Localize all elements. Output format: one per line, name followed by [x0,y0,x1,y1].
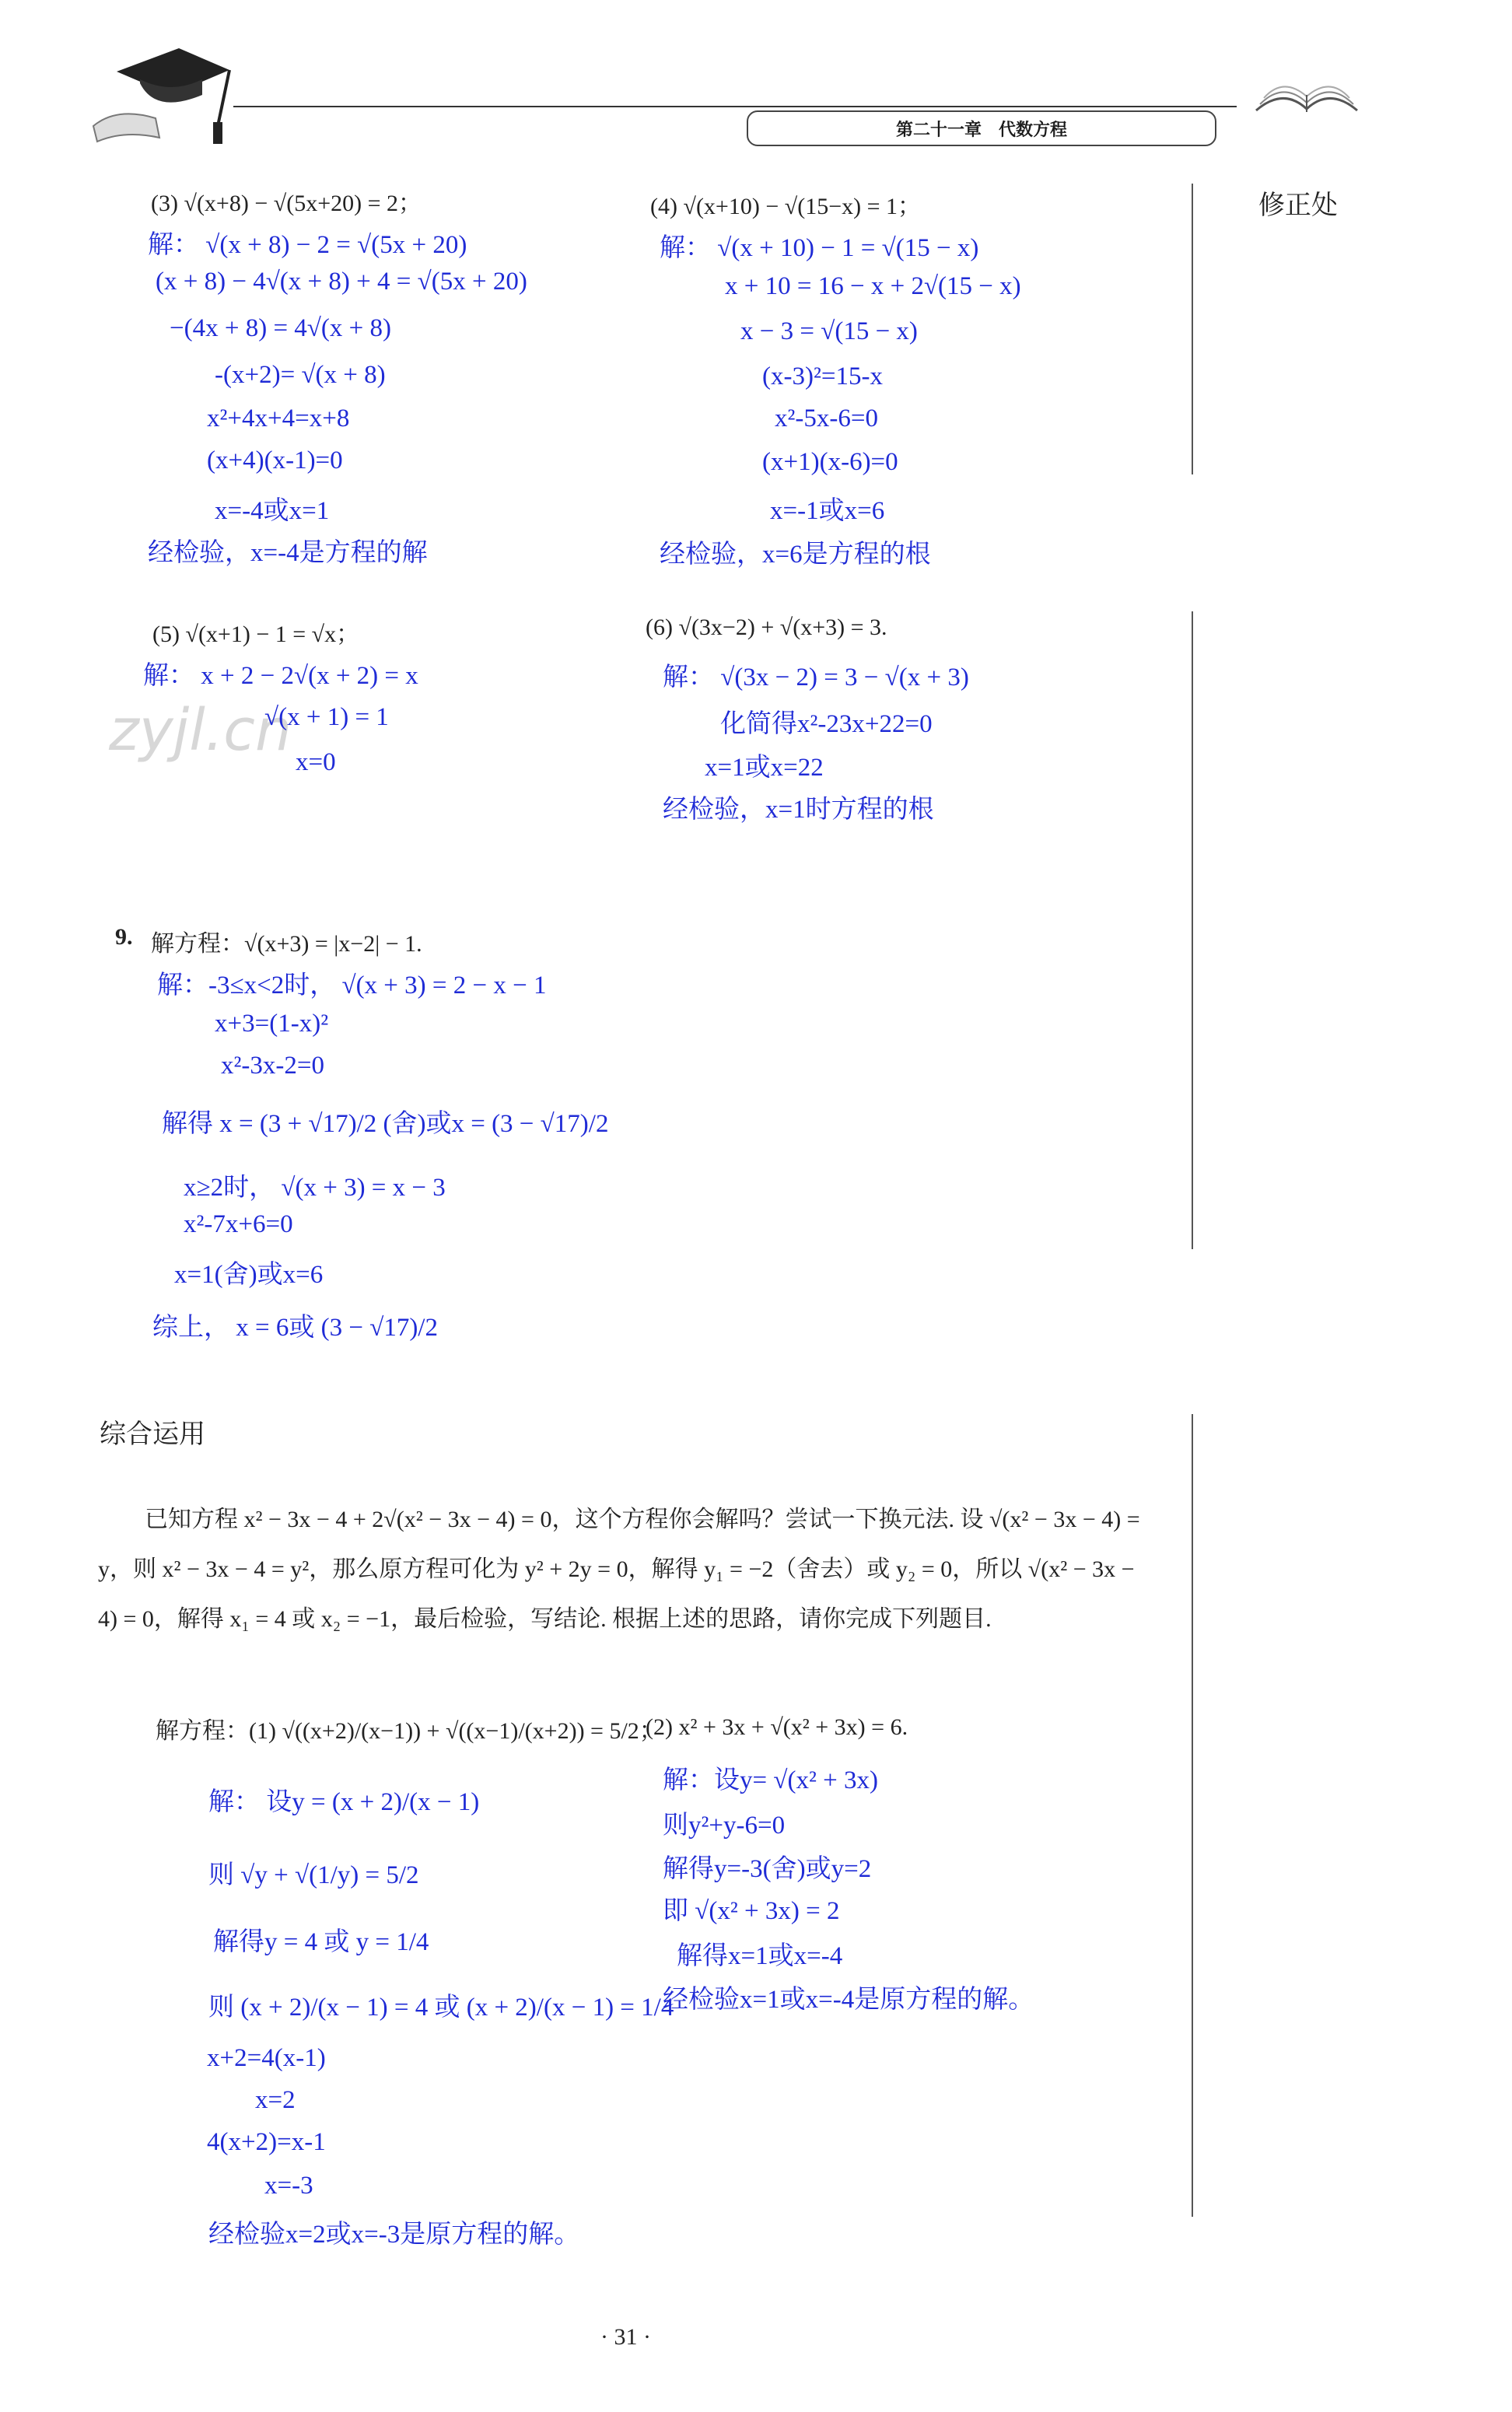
conclusion: 综上， x = 6或 (3 − √17)/2 [152,1314,438,1342]
solution-line: x²-5x-6=0 [775,404,878,432]
margin-rule-1 [1192,184,1193,474]
solution-line: x − 3 = √(15 − x) [740,317,918,345]
solution-line: -(x+2)= √(x + 8) [215,361,386,389]
open-book-icon [1252,72,1361,118]
solution-line: x=0 [296,748,336,776]
section-title: 综合运用 [100,1419,205,1450]
solution-line: x=1(舍)或x=6 [174,1261,324,1289]
solution-line: x+2=4(x-1) [207,2044,326,2072]
header-rule [233,106,1237,107]
solution-line: 解： √(3x − 2) = 3 − √(x + 3) [663,663,969,691]
conclusion: 经检验x=2或x=-3是原方程的解。 [208,2221,580,2249]
solution-line: 即 √(x² + 3x) = 2 [663,1897,840,1925]
correction-label: 修正处 [1258,190,1338,221]
solution-line: 解： √(x + 10) − 1 = √(15 − x) [660,234,979,262]
solution-line: (x+1)(x-6)=0 [762,448,898,476]
solution-line: x=-4或x=1 [215,497,330,525]
solution-line: 解： x + 2 − 2√(x + 2) = x [143,662,418,690]
margin-rule-2 [1192,611,1193,1249]
watermark: zyjl.cn [109,697,292,764]
solution-line: 解得x=1或x=-4 [677,1942,843,1970]
section-paragraph: 已知方程 x² − 3x − 4 + 2√(x² − 3x − 4) = 0，这个方程你会解吗？尝试一下换元法. 设 √(x² − 3x − 4) = y，则 x² − 3x − 4 = y²，那么原方程可化为 y² + 2y = 0，解得 y₁ = −2（舍去）或 y₂ = 0，所以 √(x² − 3x − 4) = 0，解得 x₁ = 4 或 x₂ = −1，最后检验，写结论. 根据上述的思路，请你完成下列题目. [98,1507,1140,1632]
conclusion: 经检验，x=6是方程的根 [660,541,931,569]
solution-line: 解得y = 4 或 y = 1/4 [213,1928,429,1956]
solution-line: 解： 设y = (x + 2)/(x − 1) [208,1788,480,1816]
solution-line: 解： √(x + 8) − 2 = √(5x + 20) [148,231,467,259]
solution-line: −(4x + 8) = 4√(x + 8) [170,314,392,342]
solution-line: 解得 x = (3 + √17)/2 (舍)或x = (3 − √17)/2 [162,1110,609,1138]
solution-line: x≥2时， √(x + 3) = x − 3 [184,1174,446,1202]
solution-line: (x+4)(x-1)=0 [207,446,343,474]
solution-line: x²-7x+6=0 [184,1210,293,1238]
margin-rule-3 [1192,1414,1193,2217]
solution-line: √(x + 1) = 1 [264,703,389,731]
problem-number: 9. [115,924,133,950]
solution-line: 解：-3≤x<2时， √(x + 3) = 2 − x − 1 [157,971,547,999]
question: 解方程：(1) √((x+2)/(x−1)) + √((x−1)/(x+2)) = 5/2； [156,1718,663,1744]
question: (3) √(x+8) − √(5x+20) = 2； [151,191,422,216]
solution-line: x=-1或x=6 [770,497,885,525]
solution-line: x+3=(1-x)² [215,1010,329,1038]
solution-line: 解：设y= √(x² + 3x) [663,1766,878,1794]
solution-line: x + 10 = 16 − x + 2√(15 − x) [725,272,1021,300]
page-number: · 31 · [600,2324,651,2350]
solution-line: x=2 [255,2086,296,2114]
solution-line: (x + 8) − 4√(x + 8) + 4 = √(5x + 20) [156,268,527,296]
solution-line: 则y²+y-6=0 [663,1812,786,1840]
solution-line: x=-3 [264,2172,313,2200]
solution-line: x=1或x=22 [705,754,824,782]
solution-line: 化简得x²-23x+22=0 [720,710,933,738]
solution-line: 则 (x + 2)/(x − 1) = 4 或 (x + 2)/(x − 1) = 1/4 [208,1994,674,2022]
chapter-title: 第二十一章 代数方程 [747,110,1216,146]
question: (5) √(x+1) − 1 = √x； [152,621,360,647]
solution-line: 则 √y + √(1/y) = 5/2 [208,1861,419,1889]
question: 解方程：√(x+3) = |x−2| − 1. [151,931,422,957]
solution-line: 4(x+2)=x-1 [207,2128,326,2156]
solution-line: x²-3x-2=0 [221,1052,324,1080]
solution-line: (x-3)²=15-x [762,362,883,390]
conclusion: 经检验，x=-4是方程的解 [148,539,428,567]
question: (4) √(x+10) − √(15−x) = 1； [650,194,922,219]
solution-line: 解得y=-3(舍)或y=2 [663,1855,872,1883]
conclusion: 经检验x=1或x=-4是原方程的解。 [663,1986,1034,2014]
solution-line: x²+4x+4=x+8 [207,404,350,432]
question: (6) √(3x−2) + √(x+3) = 3. [646,614,887,640]
conclusion: 经检验，x=1时方程的根 [663,796,934,824]
graduation-cap-icon [86,40,233,149]
question: (2) x² + 3x + √(x² + 3x) = 6. [646,1714,908,1740]
